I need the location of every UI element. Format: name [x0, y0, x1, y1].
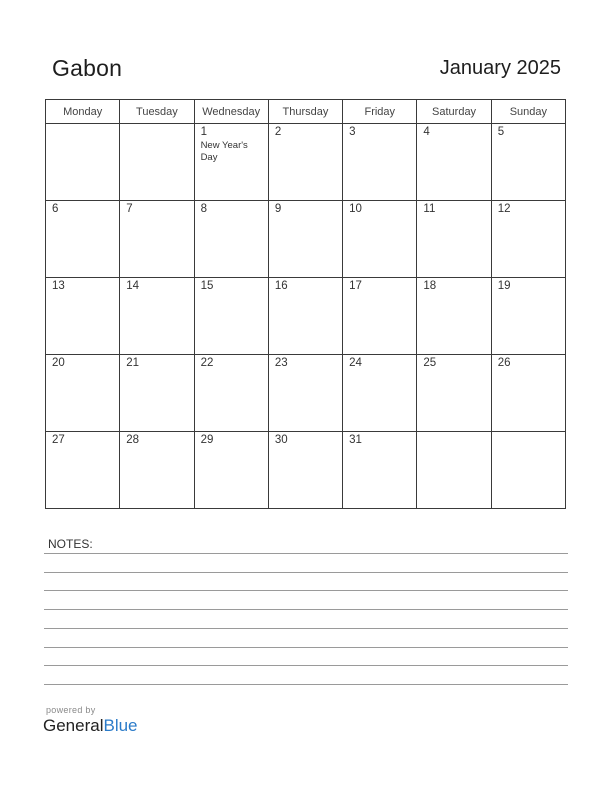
day-number: 23 [274, 357, 288, 369]
day-cell [491, 278, 565, 355]
week-row [46, 124, 566, 201]
day-cell [417, 355, 491, 432]
day-number: 14 [126, 280, 140, 292]
day-number: 20 [52, 357, 65, 369]
day-cell [46, 432, 120, 509]
day-number: 7 [126, 203, 133, 215]
day-number: 19 [497, 280, 511, 292]
day-cell [343, 278, 417, 355]
day-number: 4 [423, 126, 430, 138]
holiday-label: New Year's Day [200, 140, 248, 163]
day-cell [194, 278, 268, 355]
month-year-title: January 2025 [439, 57, 561, 79]
note-line [44, 628, 568, 629]
generalblue-logo [43, 716, 138, 736]
week-row [46, 278, 566, 355]
day-number: 12 [497, 203, 511, 215]
day-number: 24 [349, 357, 362, 369]
day-cell [46, 124, 120, 201]
day-cell [417, 432, 491, 509]
day-cell [343, 124, 417, 201]
day-cell [417, 201, 491, 278]
weekday-header-row [46, 100, 566, 124]
day-number: 29 [200, 434, 214, 446]
day-number: 15 [200, 280, 214, 292]
day-cell [120, 201, 194, 278]
day-number: 16 [274, 280, 288, 292]
day-number: 17 [349, 280, 362, 292]
day-cell [343, 355, 417, 432]
day-number: 31 [349, 434, 362, 446]
country-title: Gabon [52, 55, 123, 81]
note-line [44, 572, 568, 573]
note-line [44, 609, 568, 610]
day-cell [194, 432, 268, 509]
day-cell [120, 124, 194, 201]
day-number: 27 [52, 434, 65, 446]
weekday-header: Monday [46, 100, 120, 124]
day-number: 30 [274, 434, 288, 446]
day-number: 25 [423, 357, 437, 369]
week-row [46, 201, 566, 278]
day-cell [268, 124, 342, 201]
day-cell [417, 278, 491, 355]
note-line [44, 665, 568, 666]
weekday-header: Wednesday [194, 100, 268, 124]
day-cell [343, 201, 417, 278]
day-cell [417, 124, 491, 201]
day-cell [46, 278, 120, 355]
notes-label: NOTES: [48, 537, 93, 551]
day-number: 18 [423, 280, 437, 292]
weekday-header: Sunday [491, 100, 565, 124]
day-number: 3 [349, 126, 356, 138]
weekday-header: Friday [343, 100, 417, 124]
weekday-header: Saturday [417, 100, 491, 124]
weekday-header: Tuesday [120, 100, 194, 124]
day-cell [46, 355, 120, 432]
day-cell [268, 278, 342, 355]
day-cell [491, 432, 565, 509]
day-cell [268, 201, 342, 278]
day-number: 21 [126, 357, 140, 369]
note-line [44, 647, 568, 648]
day-number: 9 [274, 203, 282, 215]
day-cell [268, 432, 342, 509]
calendar-grid [45, 99, 566, 509]
day-cell [120, 355, 194, 432]
week-row [46, 432, 566, 509]
day-cell [491, 355, 565, 432]
day-number: 26 [497, 357, 511, 369]
week-row [46, 355, 566, 432]
brand-blue-text: Blue [103, 716, 138, 735]
day-cell [120, 432, 194, 509]
day-number: 22 [200, 357, 214, 369]
weekday-header: Thursday [268, 100, 342, 124]
note-line [44, 590, 568, 591]
day-number: 2 [274, 126, 282, 138]
day-cell [194, 201, 268, 278]
day-number: 1 [200, 126, 207, 138]
powered-by-text: powered by [46, 705, 96, 715]
day-cell [46, 201, 120, 278]
day-number: 5 [497, 126, 505, 138]
calendar-body [46, 124, 566, 509]
day-cell [194, 124, 268, 201]
day-cell [268, 355, 342, 432]
day-cell [491, 124, 565, 201]
day-cell [194, 355, 268, 432]
brand-general-text: General [43, 716, 104, 735]
day-number: 10 [349, 203, 362, 215]
day-cell [491, 201, 565, 278]
note-line [44, 684, 568, 685]
note-line [44, 553, 568, 554]
day-number: 6 [52, 203, 59, 215]
day-cell [343, 432, 417, 509]
day-number: 11 [423, 203, 436, 215]
day-number: 8 [200, 203, 207, 215]
day-cell [120, 278, 194, 355]
day-number: 28 [126, 434, 140, 446]
day-number: 13 [52, 280, 65, 292]
